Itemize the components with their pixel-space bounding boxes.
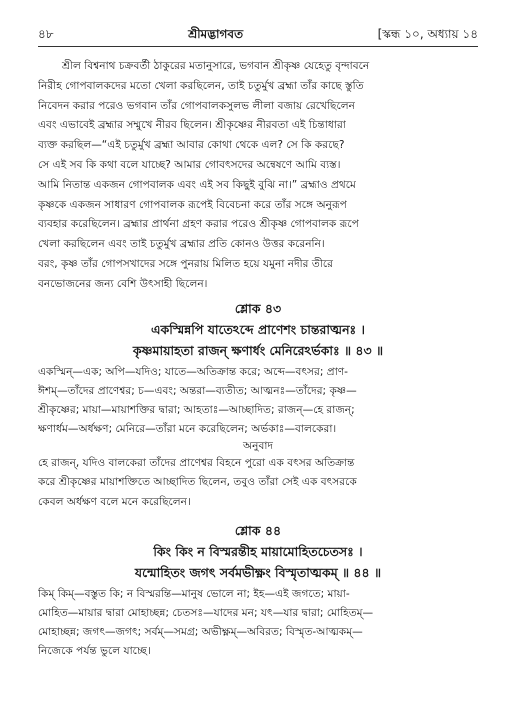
verse-44-heading: শ্লোক ৪৪ — [234, 522, 282, 538]
verse-44-synonyms — [38, 585, 478, 661]
purport-line: ব্যবহার করেছিলেন। ব্রহ্মার প্রার্থনা গ্রহণ করার পরেও শ্রীকৃষ্ণ গোপবালক রূপে — [38, 218, 359, 231]
verse-44-line-2: যন্মোহিতং জগৎ সর্বমভীক্ষ্ণং বিস্মৃতাত্মকম্ ॥ ৪৪ ॥ — [134, 564, 382, 580]
synonym-line: ক্ষণার্ধম—অর্ধক্ষণ; মেনিরে—তাঁরা মনে করেছিলেন; অর্ভকাঃ—বালকেরা। — [38, 422, 337, 435]
purport-line: শ্রীল বিশ্বনাথ চক্রবর্তী ঠাকুরের মতানুসারে, ভগবান শ্রীকৃষ্ণ যেহেতু বৃন্দাবনে — [62, 60, 370, 72]
purport-line: সে এই সব কি কথা বলে যাচ্ছে? আমার গোবৎসদের অন্বেষণে আমি ব্যস্ত। — [38, 158, 341, 171]
synonym-line: শ্রীকৃষ্ণের; মায়া—মায়াশক্তির দ্বারা; আহতাঃ—আচ্ছাদিত; রাজন্—হে রাজন্; — [38, 403, 355, 416]
synonym-line: নিজেকে পর্যন্ত ভুলে যাচ্ছে। — [38, 644, 151, 657]
synonym-line: একস্মিন্—এক; অপি—যদিও; যাতে—অতিক্রান্ত করে; অব্দে—বৎসর; প্রাণ- — [38, 365, 349, 378]
verse-43-line-1: একস্মিন্নপি যাতেঽব্দে প্রাণেশং চান্তরাত্মনঃ । — [150, 321, 366, 337]
synonym-line: কিম্ কিম্—বস্তুত কি; ন বিস্মরন্তি—মানুষ ভোলে না; ইহ—এই জগতে; মায়া- — [38, 587, 350, 600]
page-number: ৪৮ — [38, 27, 54, 41]
purport-line: ব্যক্ত করছিল—“এই চতুর্মুখ ব্রহ্মা আবার কোথা থেকে এল? সে কি করছে? — [38, 139, 345, 152]
synonym-line: মোহিত—মায়ার দ্বারা মোহাচ্ছন্ন; চেতসঃ—যাদের মন; যৎ—যার দ্বারা; মোহিতম্— — [38, 606, 374, 619]
translation-line: হে রাজন্, যদিও বালকেরা তাঁদের প্রাণেশ্বর বিহনে পুরো এক বৎসর অতিক্রান্ত — [38, 456, 355, 469]
purport-line: কৃষ্ণকে একজন সাধারণ গোপবালক রূপেই বিবেচনা করে তাঁর সঙ্গে অনুরূপ — [38, 198, 347, 211]
verse-43-line-2: কৃষ্ণমায়াহতা রাজন্ ক্ষণার্ধং মেনিরেঽর্ভকাঃ ॥ ৪৩ ॥ — [132, 342, 384, 358]
purport-line: বনভোজনের জন্য বেশি উৎসাহী ছিলেন। — [38, 277, 208, 290]
synonym-line: মোহাচ্ছন্ন; জগৎ—জগৎ; সর্বম্—সমগ্র; অভীক্ষ্ণম্—অবিরত; বিস্মৃত-আত্মকম্— — [38, 625, 363, 638]
verse-44-line-1: কিং কিং ন বিস্মরন্তীহ মায়ামোহিতচেতসঃ । — [153, 543, 363, 559]
purport-line: নিরীহ গোপবালকদের মতো খেলা করছিলেন, তাই চতুর্মুখ ব্রহ্মা তাঁর কাছে স্তুতি — [38, 79, 364, 92]
running-header — [38, 26, 478, 47]
synonym-line: ঈশম্—তাঁদের প্রাণেশ্বর; চ—এবং; অন্তরা—ব্যতীত; আত্মনঃ—তাঁদের; কৃষ্ণ— — [38, 384, 357, 397]
book-title: শ্রীমদ্ভাগবত — [188, 27, 244, 41]
translation-label: অনুবাদ — [242, 439, 274, 452]
purport-paragraph — [38, 57, 478, 295]
book-page — [38, 26, 478, 661]
verse-43-synonyms — [38, 363, 478, 439]
verse-43-heading: শ্লোক ৪৩ — [234, 300, 282, 316]
translation-line: কেবল অর্ধক্ষণ বলে মনে করেছিলেন। — [38, 496, 191, 509]
purport-line: বরং, কৃষ্ণ তাঁর গোপসখাদের সঙ্গে পুনরায় মিলিত হয়ে যমুনা নদীর তীরে — [38, 257, 333, 270]
chapter-reference: [স্কন্ধ ১০, অধ্যায় ১৪ — [377, 27, 478, 41]
purport-line: খেলা করছিলেন এবং তাই চতুর্মুখ ব্রহ্মার প্রতি কোনও উত্তর করেননি। — [38, 238, 325, 251]
verse-43-translation — [38, 454, 478, 513]
translation-line: করে শ্রীকৃষ্ণের মায়াশক্তিতে আচ্ছাদিত ছিলেন, তবুও তাঁরা সেই এক বৎসরকে — [38, 476, 357, 489]
purport-line: নিবেদন করার পরেও ভগবান তাঁর গোপবালকসুলভ লীলা বজায় রেখেছিলেন — [38, 99, 355, 112]
purport-line: আমি নিতান্ত একজন গোপবালক এবং এই সব কিছুই বুঝি না।” ব্রহ্মাও প্রথমে — [38, 178, 356, 191]
purport-line: এবং এভাবেই ব্রহ্মার সম্মুখে নীরব ছিলেন। শ্রীকৃষ্ণের নীরবতা এই চিন্তাধারা — [38, 119, 346, 132]
